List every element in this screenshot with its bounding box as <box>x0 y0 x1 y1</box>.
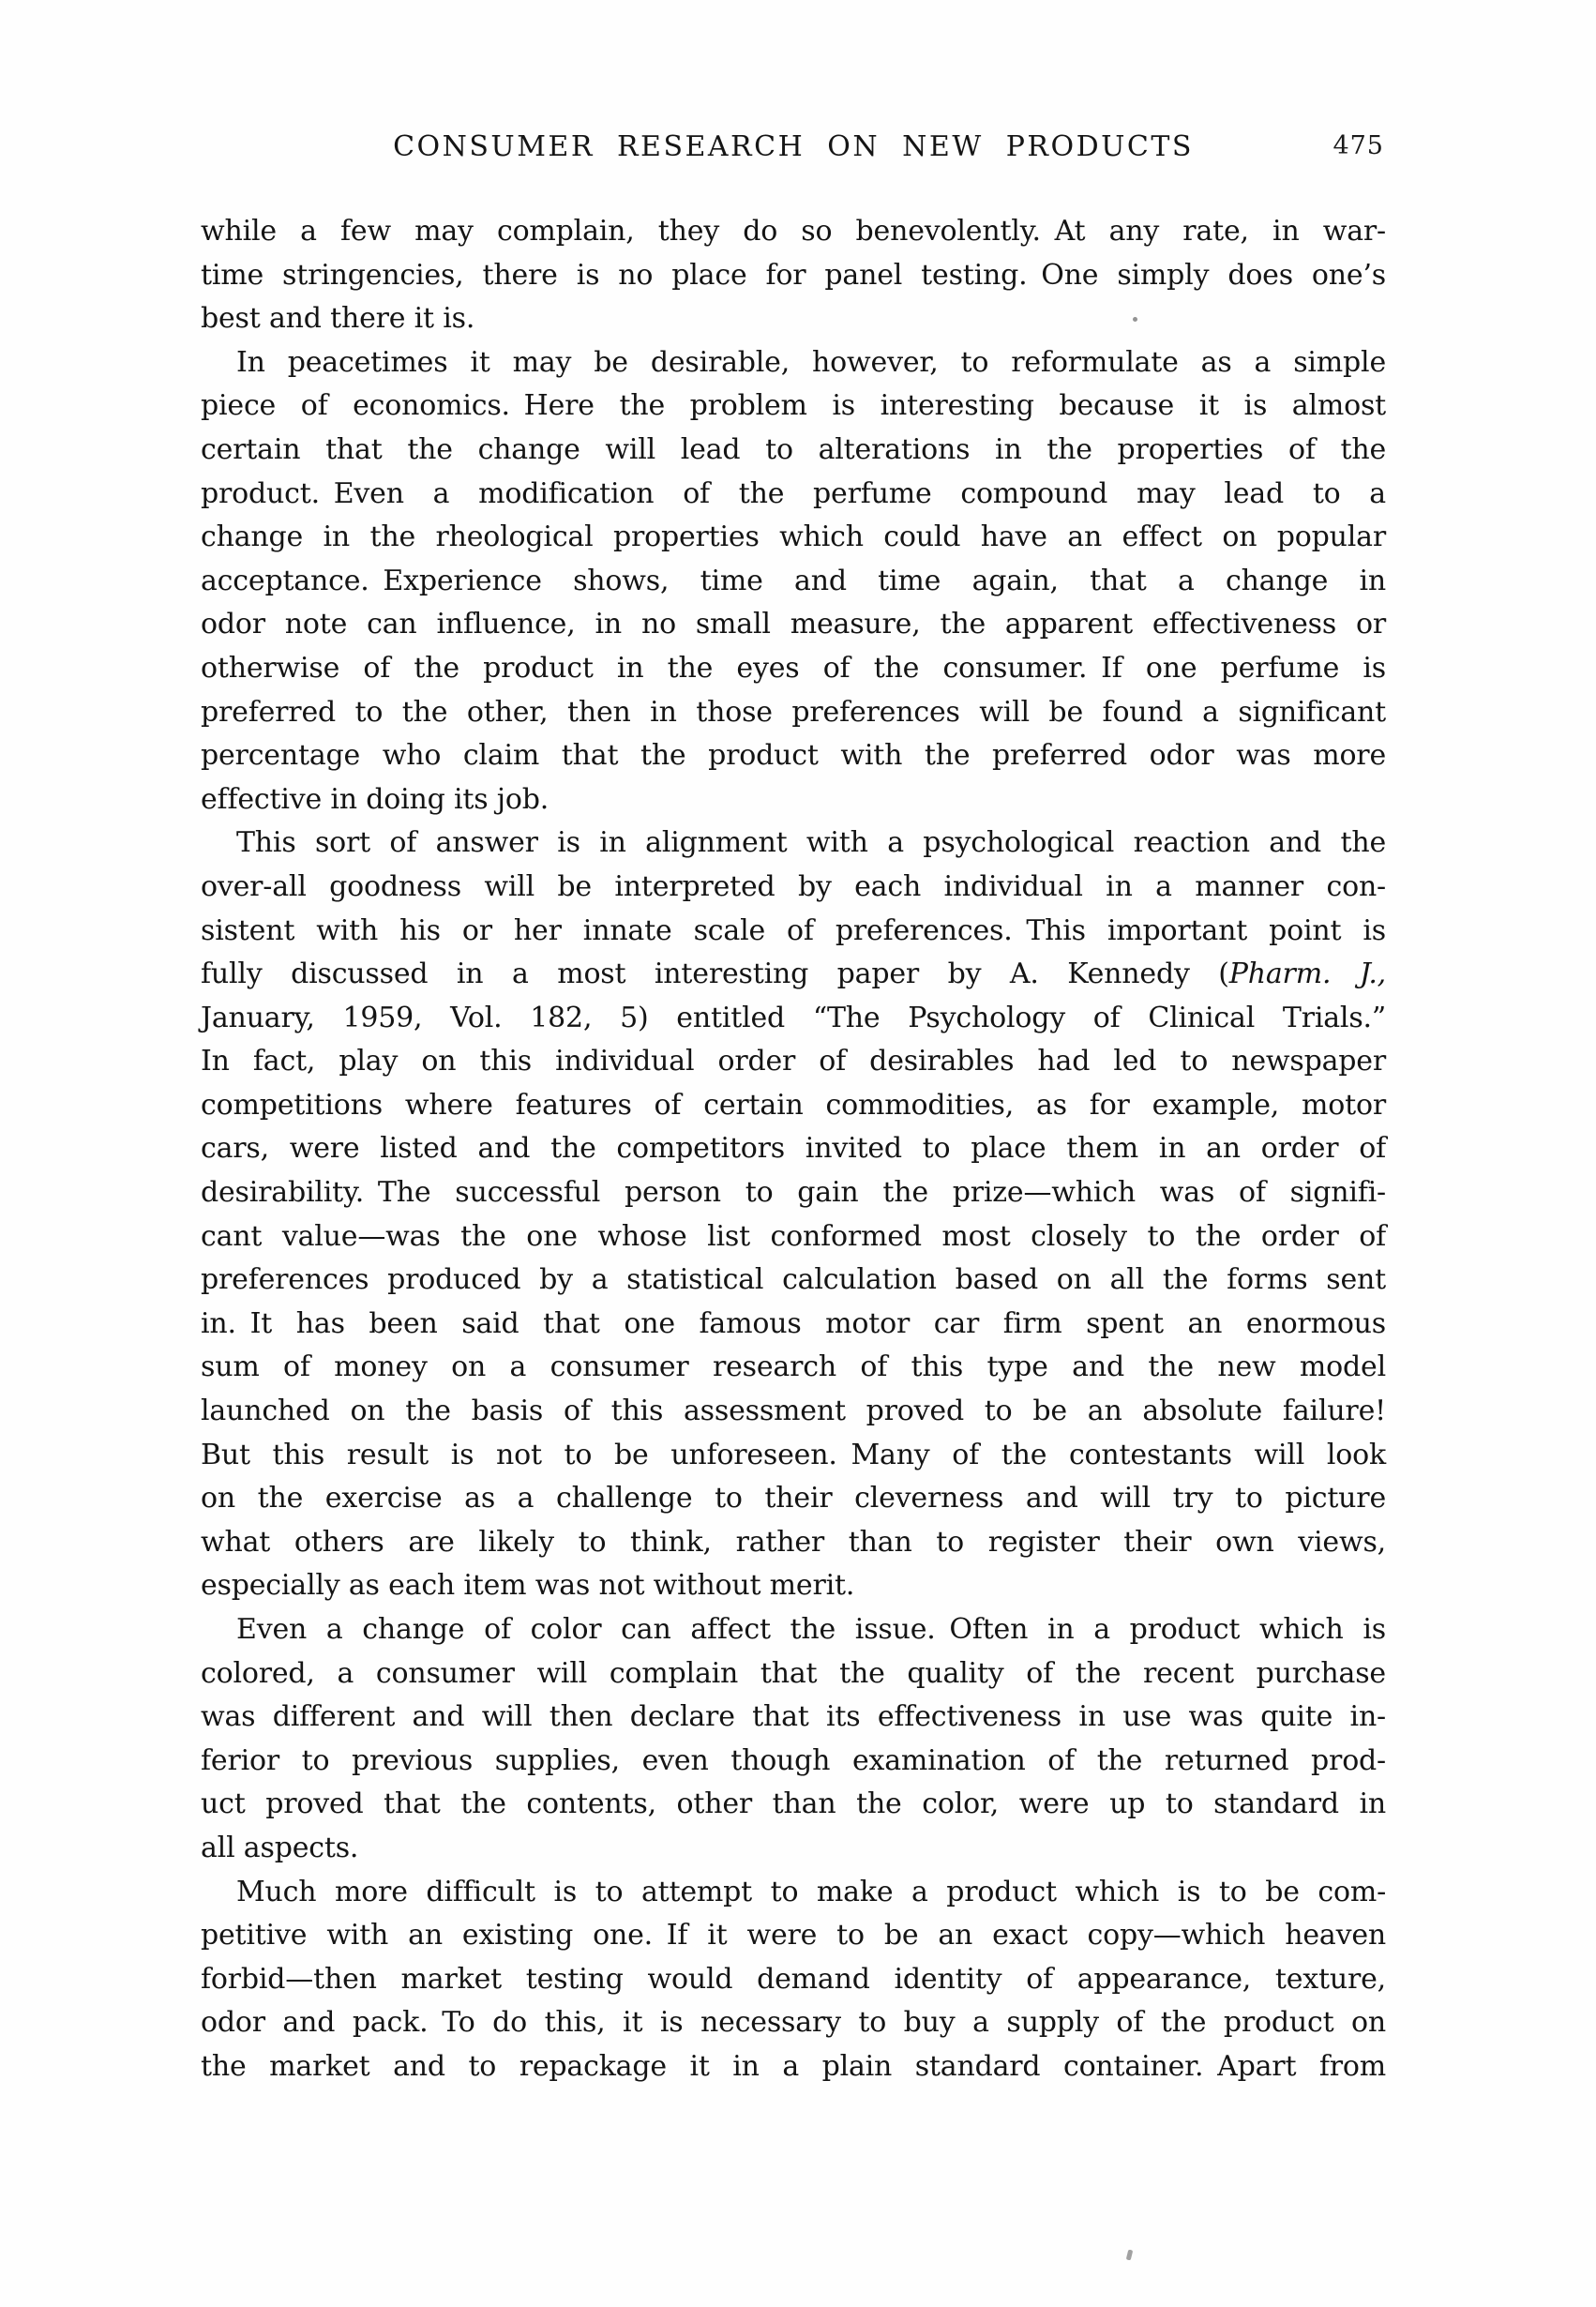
body-text <box>201 210 1386 2089</box>
text-line: product. Even a modification of the perfume compound may lead to a <box>201 476 1386 510</box>
text-line: while a few may complain, they do so benevolently. At any rate, in war- <box>201 215 1386 248</box>
text-line: change in the rheological properties which could have an effect on popular <box>201 520 1386 554</box>
text-line: Even a change of color can affect the issue. Often in a product which is <box>236 1613 1386 1646</box>
text-line: But this result is not to be unforeseen. Many of the contestants will look <box>201 1438 1386 1471</box>
text-line: preferred to the other, then in those preferences will be found a significant <box>201 695 1386 729</box>
text-line: was different and will then declare that its effectiveness in use was quite in- <box>201 1700 1386 1734</box>
text-line: cars, were listed and the competitors invited to place them in an order of <box>201 1132 1386 1166</box>
text-line: preferences produced by a statistical calculation based on all the forms sent <box>201 1263 1386 1297</box>
text-line: competitions where features of certain commodities, as for example, motor <box>201 1088 1386 1122</box>
citation-pre: fully discussed in a most interesting paper by A. Kennedy ( <box>201 957 1229 991</box>
text-line: launched on the basis of this assessment proved to be an absolute failure! <box>201 1395 1386 1428</box>
citation-journal-italic: Pharm. J., <box>1228 957 1386 991</box>
print-speck <box>1133 317 1137 322</box>
text-line: Much more difficult is to attempt to make a product which is to be com- <box>236 1875 1386 1908</box>
text-line: all aspects. <box>201 1831 359 1864</box>
text-line: sum of money on a consumer research of this type and the new model <box>201 1350 1386 1384</box>
text-line: certain that the change will lead to alterations in the properties of the <box>201 432 1386 466</box>
text-line: piece of economics. Here the problem is interesting because it is almost <box>201 389 1386 423</box>
text-line: In fact, play on this individual order of desirables had led to newspaper <box>201 1045 1386 1078</box>
text-line-with-citation <box>201 953 1386 997</box>
text-line: effective in doing its job. <box>201 782 550 816</box>
text-line: over-all goodness will be interpreted by each individual in a manner con- <box>201 869 1386 903</box>
text-line: colored, a consumer will complain that the quality of the recent purchase <box>201 1656 1386 1690</box>
text-line: in. It has been said that one famous motor car firm spent an enormous <box>201 1306 1386 1340</box>
text-line: acceptance. Experience shows, time and time again, that a change in <box>201 564 1386 597</box>
text-line: January, 1959, Vol. 182, 5) entitled “The Psychology of Clinical Trials.” <box>201 1001 1386 1034</box>
text-line: what others are likely to think, rather than to register their own views, <box>201 1525 1386 1559</box>
text-line: petitive with an existing one. If it were to be an exact copy—which heaven <box>201 1919 1386 1953</box>
text-line: otherwise of the product in the eyes of the consumer. If one perfume is <box>201 651 1386 685</box>
text-line: This sort of answer is in alignment with a psychological reaction and the <box>236 826 1386 860</box>
page-number: 475 <box>1333 131 1384 160</box>
text-line: on the exercise as a challenge to their cleverness and will try to picture <box>201 1482 1386 1515</box>
text-line: ferior to previous supplies, even though examination of the returned prod- <box>201 1743 1386 1777</box>
text-line: odor note can influence, in no small measure, the apparent effectiveness or <box>201 608 1386 641</box>
text-line: uct proved that the contents, other than the color, were up to standard in <box>201 1787 1386 1821</box>
text-line: the market and to repackage it in a plain standard container. Apart from <box>201 2049 1386 2083</box>
running-head <box>201 130 1386 168</box>
text-line: percentage who claim that the product with the preferred odor was more <box>201 739 1386 773</box>
print-speck <box>1126 2250 1134 2261</box>
text-line: odor and pack. To do this, it is necessary to buy a supply of the product on <box>201 2006 1386 2040</box>
text-line: cant value—was the one whose list conformed most closely to the order of <box>201 1219 1386 1253</box>
running-title: CONSUMER RESEARCH ON NEW PRODUCTS <box>393 130 1194 163</box>
text-line: especially as each item was not without merit. <box>201 1569 855 1603</box>
text-line: sistent with his or her innate scale of preferences. This important point is <box>201 913 1386 947</box>
text-line: desirability. The successful person to gain the prize—which was of signifi- <box>201 1176 1386 1210</box>
text-line: time stringencies, there is no place for panel testing. One simply does one’s <box>201 258 1386 292</box>
text-line: In peacetimes it may be desirable, however, to reformulate as a simple <box>236 345 1386 379</box>
text-line: best and there it is. <box>201 302 475 336</box>
text-line: forbid—then market testing would demand identity of appearance, texture, <box>201 1962 1386 1996</box>
